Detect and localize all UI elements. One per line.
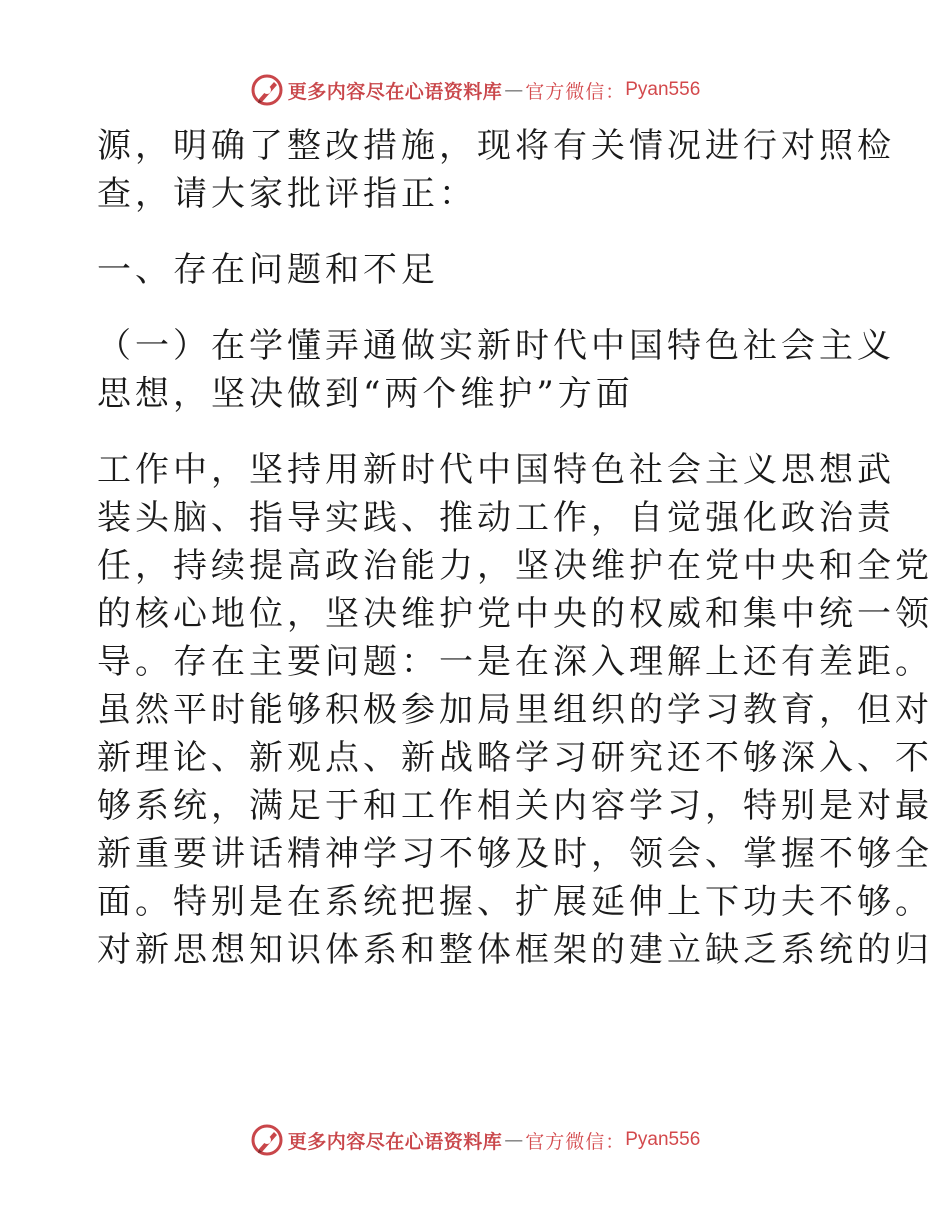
banner-dash: — [504,1129,524,1151]
banner-site-text: 更多内容尽在心语资料库 [287,1130,503,1153]
banner-wechat-id: Pyan556 [625,1129,701,1150]
text-line: 源，明确了整改措施，现将有关情况进行对照检 [97,126,895,166]
text-line: 够系统，满足于和工作相关内容学习，特别是对最 [97,786,933,826]
banner-wechat-id: Pyan556 [625,79,701,100]
text-line: 任，持续提高政治能力，坚决维护在党中央和全党 [97,546,933,586]
text-line: 新重要讲话精神学习不够及时，领会、掌握不够全 [97,834,933,874]
subsection-heading [97,322,895,418]
banner-wechat-label: 官方微信： [525,1130,626,1153]
banner-dash: — [504,79,524,101]
text-line: 思想，坚决做到“两个维护”方面 [97,374,634,414]
text-line: 的核心地位，坚决维护党中央的权威和集中统一领 [97,594,933,634]
pen-circle-logo-icon [250,73,284,107]
banner-wechat-label: 官方微信： [525,80,626,103]
text-line: （一）在学懂弄通做实新时代中国特色社会主义 [97,326,895,366]
text-line: 面。特别是在系统把握、扩展延伸上下功夫不够。 [97,882,933,922]
intro-paragraph [97,122,895,218]
document-body [97,122,933,974]
pen-circle-logo-icon [250,1123,284,1157]
banner-site-text: 更多内容尽在心语资料库 [287,80,503,103]
text-line: 虽然平时能够积极参加局里组织的学习教育，但对 [97,690,933,730]
text-line: 新理论、新观点、新战略学习研究还不够深入、不 [97,738,933,778]
text-line: 工作中，坚持用新时代中国特色社会主义思想武 [97,450,895,490]
header-banner [0,70,950,110]
text-line: 查，请大家批评指正： [97,174,477,214]
text-line: 导。存在主要问题：一是在深入理解上还有差距。 [97,642,933,682]
body-paragraph [97,446,933,974]
text-line: 对新思想知识体系和整体框架的建立缺乏系统的归 [97,930,933,970]
text-line: 装头脑、指导实践、推动工作，自觉强化政治责 [97,498,895,538]
footer-banner [0,1120,950,1160]
section-heading: 一、存在问题和不足 [97,250,439,290]
